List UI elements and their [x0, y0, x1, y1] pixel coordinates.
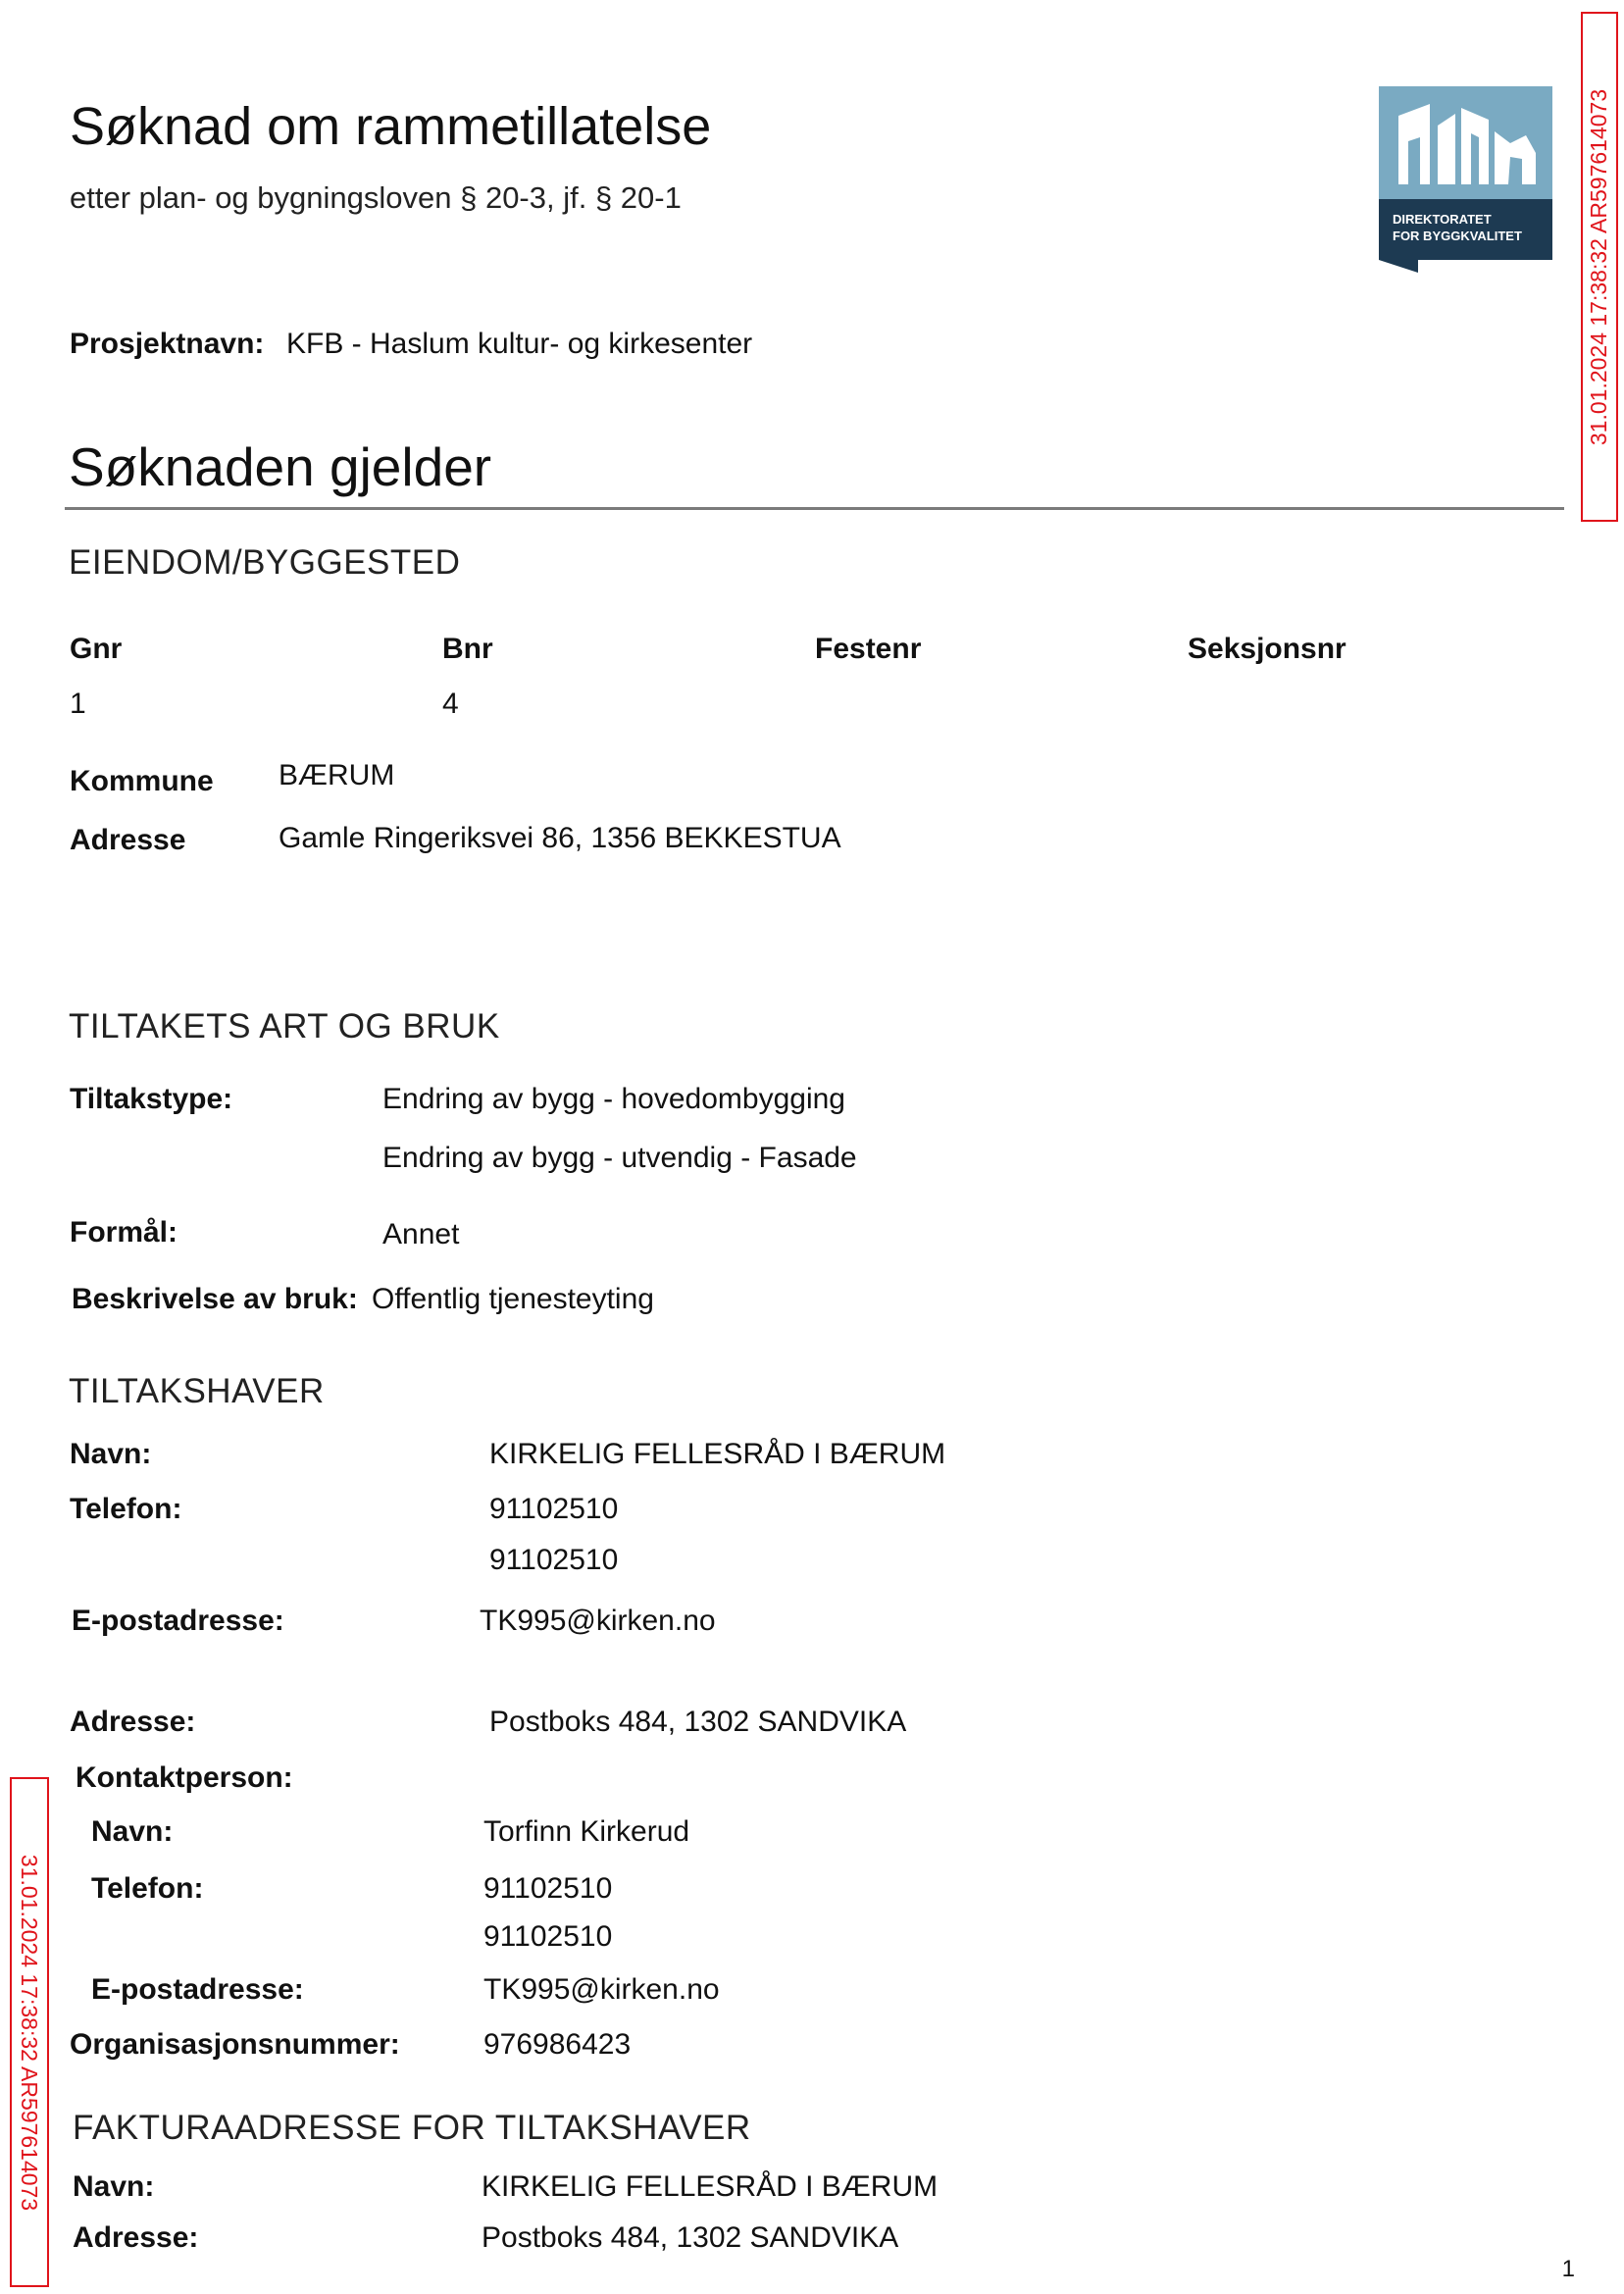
- project-value: KFB - Haslum kultur- og kirkesenter: [286, 328, 753, 360]
- property-heading: EIENDOM/BYGGESTED: [69, 543, 461, 582]
- formal-value: Annet: [382, 1218, 460, 1250]
- tiltakshaver-adresse-label: Adresse:: [70, 1706, 196, 1738]
- tiltakstype-label: Tiltakstype:: [70, 1083, 233, 1115]
- project-label: Prosjektnavn:: [70, 328, 265, 360]
- tiltakshaver-telefon-label: Telefon:: [70, 1493, 182, 1525]
- kommune-value: BÆRUM: [279, 759, 395, 791]
- tiltakshaver-navn-value: KIRKELIG FELLESRÅD I BÆRUM: [489, 1438, 946, 1470]
- bnr-value: 4: [442, 688, 459, 720]
- tiltakshaver-adresse-value: Postboks 484, 1302 SANDVIKA: [489, 1706, 907, 1738]
- tiltakshaver-epost-label: E-postadresse:: [72, 1605, 284, 1637]
- section-heading: Søknaden gjelder: [69, 436, 492, 497]
- tiltak-heading: TILTAKETS ART OG BRUK: [69, 1007, 500, 1045]
- kontakt-navn-label: Navn:: [91, 1815, 174, 1848]
- bruk-label: Beskrivelse av bruk:: [72, 1283, 358, 1315]
- formal-label: Formål:: [70, 1216, 178, 1249]
- kontaktperson-label: Kontaktperson:: [76, 1761, 293, 1794]
- bruk-value: Offentlig tjenesteyting: [372, 1283, 654, 1315]
- bnr-header: Bnr: [442, 633, 493, 665]
- tiltakstype-value-2: Endring av bygg - utvendig - Fasade: [382, 1142, 857, 1174]
- kontakt-epost-value: TK995@kirken.no: [483, 1973, 720, 2006]
- faktura-navn-label: Navn:: [73, 2170, 155, 2203]
- orgnr-value: 976986423: [483, 2028, 632, 2061]
- date-stamp-top: [1581, 12, 1618, 522]
- section-divider: [65, 507, 1564, 510]
- date-stamp-side-text: 31.01.2024 17:38:32 AR597614073: [17, 1854, 43, 2211]
- kontakt-telefon-label: Telefon:: [91, 1872, 204, 1905]
- kontakt-navn-value: Torfinn Kirkerud: [483, 1815, 690, 1848]
- adresse-value: Gamle Ringeriksvei 86, 1356 BEKKESTUA: [279, 822, 841, 854]
- tiltakshaver-epost-value: TK995@kirken.no: [480, 1605, 716, 1637]
- dibk-logo-graphic: [1379, 86, 1552, 273]
- festenr-header: Festenr: [815, 633, 922, 665]
- page-number: 1: [1561, 2256, 1575, 2282]
- tiltakshaver-navn-label: Navn:: [70, 1438, 152, 1470]
- tiltakstype-value-1: Endring av bygg - hovedombygging: [382, 1083, 845, 1115]
- tiltakshaver-heading: TILTAKSHAVER: [69, 1372, 325, 1410]
- kommune-label: Kommune: [70, 765, 214, 797]
- gnr-header: Gnr: [70, 633, 123, 665]
- adresse-label: Adresse: [70, 824, 186, 856]
- faktura-adresse-label: Adresse:: [73, 2221, 199, 2254]
- faktura-navn-value: KIRKELIG FELLESRÅD I BÆRUM: [482, 2170, 939, 2203]
- date-stamp-side: [10, 1777, 49, 2287]
- kontakt-telefon-value-2: 91102510: [483, 1920, 613, 1953]
- tiltakshaver-telefon-value-2: 91102510: [489, 1544, 619, 1576]
- tiltakshaver-telefon-value-1: 91102510: [489, 1493, 619, 1525]
- faktura-adresse-value: Postboks 484, 1302 SANDVIKA: [482, 2221, 899, 2254]
- kontakt-telefon-value-1: 91102510: [483, 1872, 613, 1905]
- orgnr-label: Organisasjonsnummer:: [70, 2028, 400, 2061]
- logo-text-line2: FOR BYGGKVALITET: [1393, 229, 1522, 243]
- dibk-logo: [1379, 86, 1552, 273]
- kontakt-epost-label: E-postadresse:: [91, 1973, 304, 2006]
- seksjonsnr-header: Seksjonsnr: [1188, 633, 1346, 665]
- faktura-heading: FAKTURAADRESSE FOR TILTAKSHAVER: [73, 2109, 751, 2147]
- gnr-value: 1: [70, 688, 86, 720]
- document-title: Søknad om rammetillatelse: [70, 97, 712, 156]
- document-subtitle: etter plan- og bygningsloven § 20-3, jf. § 20-1: [70, 180, 682, 215]
- logo-text-line1: DIREKTORATET: [1393, 212, 1492, 227]
- date-stamp-top-text: 31.01.2024 17:38:32 AR597614073: [1586, 88, 1612, 445]
